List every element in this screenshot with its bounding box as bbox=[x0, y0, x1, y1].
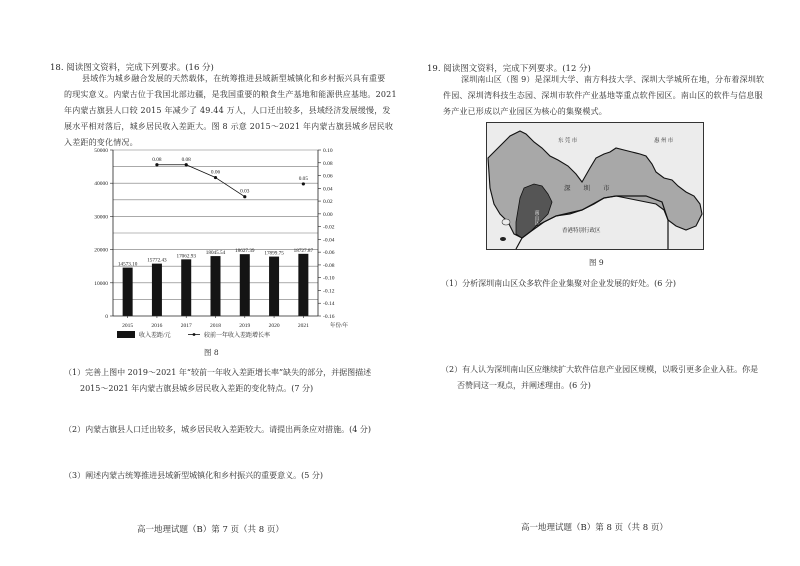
svg-text:18727.87: 18727.87 bbox=[293, 247, 314, 254]
svg-text:0.06: 0.06 bbox=[210, 169, 221, 176]
svg-text:0.00: 0.00 bbox=[323, 211, 333, 218]
svg-text:0.08: 0.08 bbox=[152, 156, 162, 163]
chart-legend bbox=[117, 331, 270, 339]
svg-text:40000: 40000 bbox=[94, 181, 108, 188]
svg-text:15772.43: 15772.43 bbox=[147, 257, 167, 264]
svg-text:-0.12: -0.12 bbox=[323, 288, 335, 295]
svg-text:0: 0 bbox=[105, 314, 108, 320]
svg-text:-0.02: -0.02 bbox=[323, 224, 335, 231]
figure-9-map bbox=[486, 122, 704, 250]
q18-line-5: 入差距的变化情况。 bbox=[64, 138, 138, 147]
svg-text:-0.10: -0.10 bbox=[323, 275, 335, 282]
q19-sub-2 bbox=[441, 362, 758, 394]
svg-text:2019: 2019 bbox=[239, 323, 251, 329]
label-shenzhen: 深 圳 市 bbox=[564, 185, 610, 192]
svg-text:-0.14: -0.14 bbox=[323, 301, 335, 308]
q18-sub-2: （2）内蒙古旗县人口迁出较多，城乡居民收入差距较大。请提出两条应对措施。(4 分) bbox=[64, 425, 371, 434]
svg-text:10000: 10000 bbox=[94, 280, 108, 287]
svg-text:-0.04: -0.04 bbox=[323, 237, 335, 244]
q19-sub-1: （1）分析深圳南山区众多软件企业集聚对企业发展的好处。(6 分) bbox=[441, 279, 676, 288]
svg-text:0.03: 0.03 bbox=[240, 188, 250, 195]
svg-text:2020: 2020 bbox=[268, 323, 280, 329]
svg-text:20000: 20000 bbox=[94, 247, 108, 254]
q19-sub-2-line2: 否赞同这一观点，并阐述理由。(6 分) bbox=[457, 381, 591, 390]
svg-text:18045.54: 18045.54 bbox=[205, 250, 226, 257]
q19-line-1: 深圳南山区（图 9）是深圳大学、南方科技大学、深圳大学城所在地，分布着深圳软 bbox=[461, 75, 765, 84]
figure-9-caption: 图 9 bbox=[589, 258, 604, 267]
q19-header: 19. 阅读图文资料，完成下列要求。(12 分) bbox=[427, 64, 591, 74]
svg-text:0.08: 0.08 bbox=[323, 160, 333, 167]
q19-line-2: 件园、深圳湾科技生态园、深圳市软件产业基地等重点软件园区。南山区的软件与信息服 bbox=[443, 91, 763, 100]
page-8-footer: 高一地理试题（B）第 8 页（共 8 页） bbox=[521, 523, 668, 533]
q19-line-3: 务产业已形成以产业园区为核心的集聚模式。 bbox=[443, 107, 607, 116]
figure-8-caption: 图 8 bbox=[204, 348, 219, 357]
q18-sub-1-line2: 2015～2021 年内蒙古旗县城乡居民收入差距的变化特点。(7 分) bbox=[80, 384, 314, 393]
svg-text:0.10: 0.10 bbox=[323, 148, 333, 154]
figure-8-chart bbox=[60, 140, 370, 355]
q19-sub-2-line1: （2）有人认为深圳南山区应继续扩大软件信息产业园区规模，以吸引更多企业入驻。你是 bbox=[441, 365, 759, 374]
svg-text:较前一年收入差距增长率: 较前一年收入差距增长率 bbox=[204, 333, 271, 339]
svg-text:18627.39: 18627.39 bbox=[235, 248, 255, 255]
label-hongkong: 香港特别行政区 bbox=[562, 228, 601, 234]
q18-line-4: 展水平相对落后，城乡居民收入差距大。图 8 示意 2015～2021 年内蒙古旗县城乡居民收 bbox=[64, 122, 394, 131]
svg-text:2021: 2021 bbox=[297, 323, 309, 329]
label-nanshan: 南山区 bbox=[533, 210, 539, 225]
q18-sub-1-line1: （1）完善上图中 2019～2021 年“较前一年收入差距增长率”缺失的部分，并据图描述 bbox=[64, 368, 372, 377]
svg-text:0.06: 0.06 bbox=[323, 173, 333, 180]
page-7-footer: 高一地理试题（B）第 7 页（共 8 页） bbox=[137, 525, 284, 535]
svg-text:收入差距/元: 收入差距/元 bbox=[139, 333, 171, 339]
q18-sub-1 bbox=[64, 365, 371, 397]
chart-bars bbox=[118, 248, 314, 316]
svg-text:-0.08: -0.08 bbox=[323, 262, 335, 269]
svg-text:2018: 2018 bbox=[210, 323, 221, 329]
svg-text:17899.75: 17899.75 bbox=[264, 250, 284, 257]
q19-paragraph bbox=[443, 72, 783, 120]
q18-line-3: 年内蒙古旗县人口较 2015 年减少了 49.44 万人，人口迁出较多，县域经济发展缓慢，发 bbox=[64, 106, 391, 115]
svg-text:2015: 2015 bbox=[122, 323, 134, 329]
svg-text:年份/年: 年份/年 bbox=[330, 323, 349, 329]
svg-text:0.04: 0.04 bbox=[323, 186, 333, 193]
svg-text:14573.10: 14573.10 bbox=[117, 261, 138, 268]
svg-text:-0.06: -0.06 bbox=[323, 250, 335, 257]
svg-text:50000: 50000 bbox=[94, 148, 108, 154]
svg-text:0.08: 0.08 bbox=[181, 156, 191, 163]
q18-sub-3: （3）阐述内蒙古统筹推进县域新型城镇化和乡村振兴的重要意义。(5 分) bbox=[64, 471, 323, 480]
chart-growth-line bbox=[152, 157, 308, 199]
svg-text:2016: 2016 bbox=[151, 323, 163, 329]
svg-text:0.02: 0.02 bbox=[323, 199, 333, 206]
q18-line-2: 的现实意义。内蒙古位于我国北部边疆，是我国重要的粮食生产基地和能源供应基地。2021 bbox=[64, 90, 397, 99]
svg-text:-0.16: -0.16 bbox=[323, 314, 335, 320]
q18-paragraph bbox=[64, 71, 404, 151]
q18-line-1: 县域作为城乡融合发展的天然载体，在统筹推进县域新型城镇化和乡村振兴具有重要 bbox=[82, 74, 386, 83]
label-huizhou: 惠 州 市 bbox=[654, 138, 674, 144]
label-dongguan: 东 莞 市 bbox=[558, 138, 578, 144]
q18-header: 18. 阅读图文资料，完成下列要求。(16 分) bbox=[50, 63, 214, 73]
svg-text:17062.93: 17062.93 bbox=[176, 253, 196, 260]
svg-text:0.05: 0.05 bbox=[298, 175, 308, 182]
svg-text:2017: 2017 bbox=[180, 323, 192, 329]
svg-text:30000: 30000 bbox=[94, 214, 108, 221]
